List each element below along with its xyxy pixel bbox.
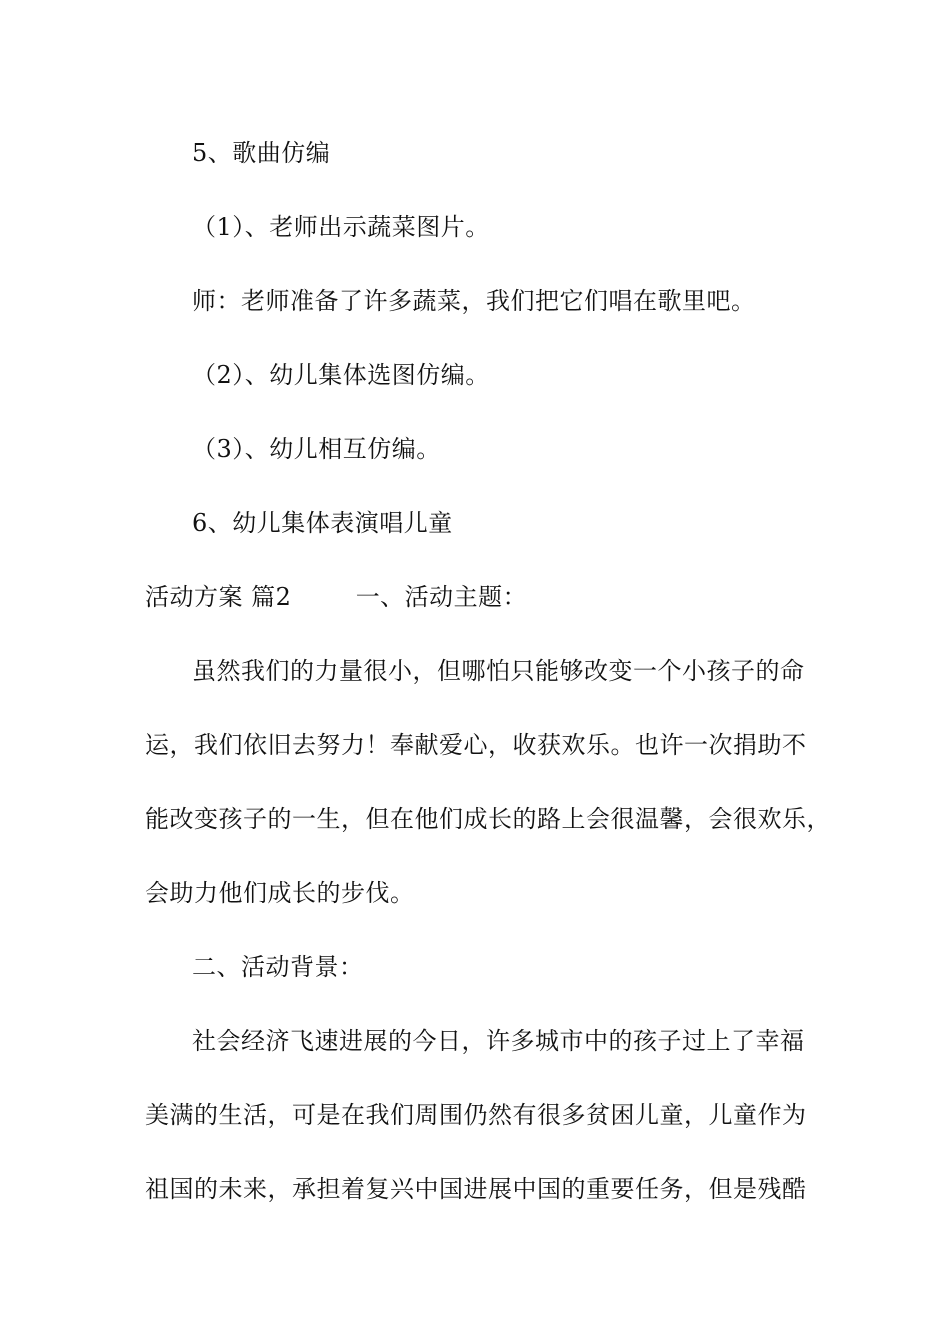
- paragraph-2-line-3: 祖国的未来，承担着复兴中国进展中国的重要任务，但是残酷: [145, 1175, 807, 1203]
- section-title-row: [145, 582, 527, 612]
- step-5-heading: 5、歌曲仿编: [192, 139, 331, 167]
- paragraph-1-line-2: 运，我们依旧去努力！奉献爱心，收获欢乐。也许一次捐助不: [145, 731, 807, 759]
- step-5-1: （1）、老师出示蔬菜图片。: [192, 213, 490, 241]
- paragraph-2-line-2: 美满的生活，可是在我们周围仍然有很多贫困儿童，儿童作为: [145, 1101, 807, 1129]
- step-5-2: （2）、幼儿集体选图仿编。: [192, 361, 490, 389]
- paragraph-1-line-1: 虽然我们的力量很小，但哪怕只能够改变一个小孩子的命: [192, 657, 805, 685]
- paragraph-2-line-1: 社会经济飞速进展的今日，许多城市中的孩子过上了幸福: [192, 1027, 805, 1055]
- heading-2: 二、活动背景：: [192, 953, 364, 981]
- paragraph-1-line-4: 会助力他们成长的步伐。: [145, 879, 415, 907]
- paragraph-1-line-3: 能改变孩子的一生，但在他们成长的路上会很温馨，会很欢乐，: [145, 805, 831, 833]
- section-heading: 一、活动主题：: [355, 583, 528, 611]
- teacher-line: 师：老师准备了许多蔬菜，我们把它们唱在歌里吧。: [192, 287, 756, 315]
- step-6-heading: 6、幼儿集体表演唱儿童: [192, 509, 453, 537]
- section-title: 活动方案 篇2: [145, 583, 292, 611]
- step-5-3: （3）、幼儿相互仿编。: [192, 435, 441, 463]
